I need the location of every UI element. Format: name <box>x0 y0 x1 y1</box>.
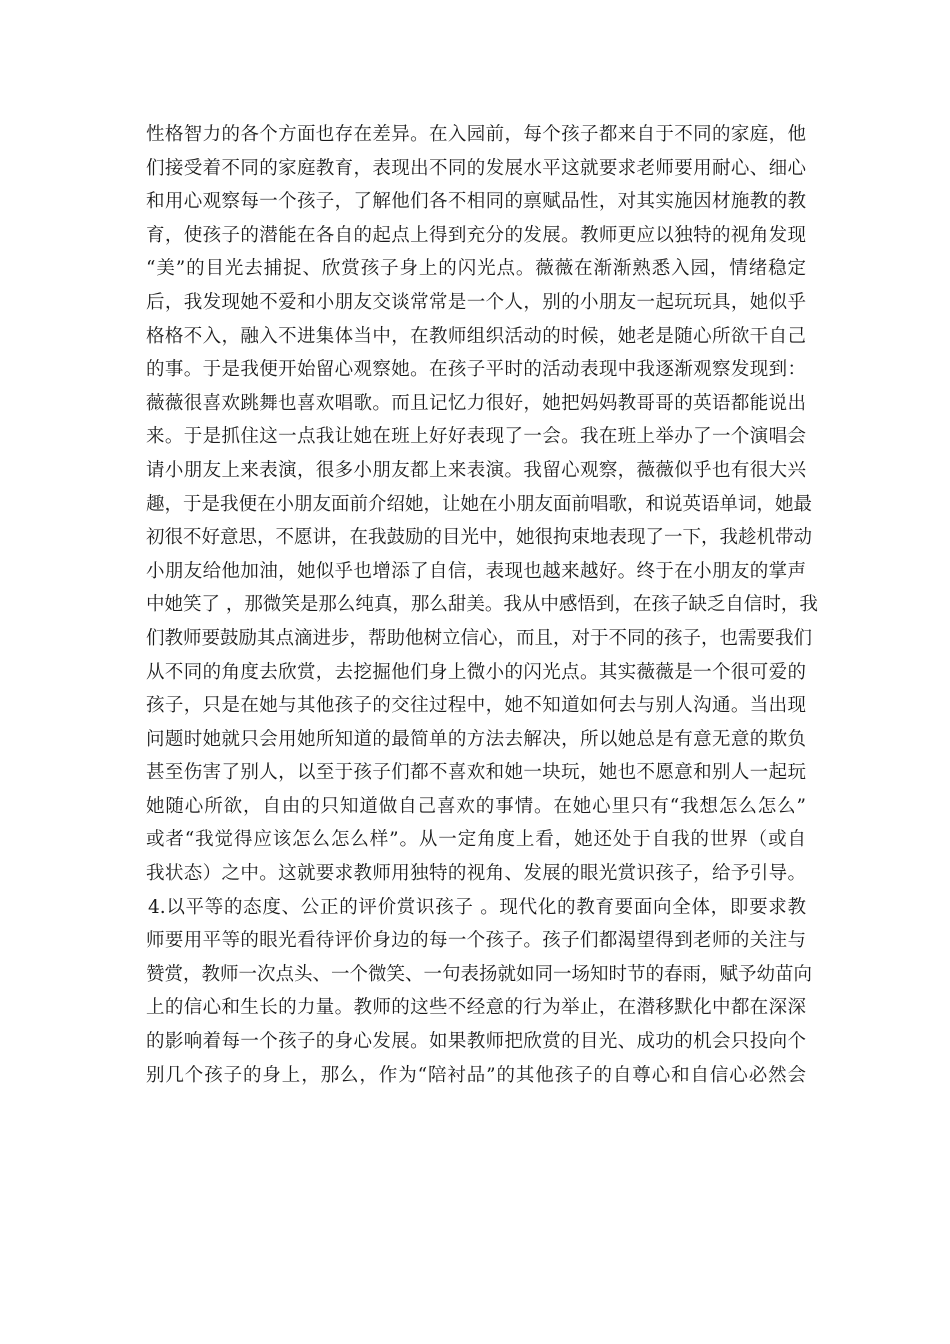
text-line: 我状态）之中。这就要求教师用独特的视角、发展的眼光赏识孩子，给予引导。 <box>146 863 806 885</box>
text-line: 初很不好意思，不愿讲，在我鼓励的目光中，她很拘束地表现了一下，我趁机带动 <box>146 527 813 549</box>
text-line: 薇薇很喜欢跳舞也喜欢唱歌。而且记忆力很好，她把妈妈教哥哥的英语都能说出 <box>146 392 806 414</box>
text-line: 孩子，只是在她与其他孩子的交往过程中，她不知道如何去与别人沟通。当出现 <box>146 695 806 717</box>
text-line: 请小朋友上来表演，很多小朋友都上来表演。我留心观察，薇薇似乎也有很大兴 <box>146 459 806 481</box>
text-line: 和用心观察每一个孩子，了解他们各不相同的禀赋品性，对其实施因材施教的教 <box>146 191 806 213</box>
text-line: 问题时她就只会用她所知道的最简单的方法去解决，所以她总是有意无意的欺负 <box>146 728 806 750</box>
text-line: 们接受着不同的家庭教育，表现出不同的发展水平这就要求老师要用耐心、细心 <box>146 157 806 179</box>
text-line: 性格智力的各个方面也存在差异。在入园前，每个孩子都来自于不同的家庭，他 <box>146 124 806 145</box>
text-line: 或者“我觉得应该怎么怎么样”。从一定角度上看，她还处于自我的世界（或自 <box>146 829 806 851</box>
text-line: 从不同的角度去欣赏，去挖掘他们身上微小的闪光点。其实薇薇是一个很可爱的 <box>146 661 806 683</box>
text-line: 中她笑了 ，那微笑是那么纯真，那么甜美。我从中感悟到，在孩子缺乏自信时，我 <box>146 594 818 616</box>
text-line: 来。于是抓住这一点我让她在班上好好表现了一会。我在班上举办了一个演唱会 <box>146 426 806 448</box>
text-line: 的影响着每一个孩子的身心发展。如果教师把欣赏的目光、成功的机会只投向个 <box>146 1031 806 1053</box>
text-line: 甚至伤害了别人，以至于孩子们都不喜欢和她一块玩，她也不愿意和别人一起玩 <box>146 762 806 784</box>
section-heading-line: 4.以平等的态度、公正的评价赏识孩子 。现代化的教育要面向全体，即要求教 <box>148 896 806 918</box>
text-line: 上的信心和生长的力量。教师的这些不经意的行为举止，在潜移默化中都在深深 <box>146 997 806 1019</box>
text-line: 育，使孩子的潜能在各自的起点上得到充分的发展。教师更应以独特的视角发现 <box>146 224 806 246</box>
text-line: 后，我发现她不爱和小朋友交谈常常是一个人，别的小朋友一起玩玩具，她似乎 <box>146 291 806 313</box>
text-line: 们教师要鼓励其点滴进步，帮助他树立信心，而且，对于不同的孩子，也需要我们 <box>146 627 813 649</box>
text-line: 赞赏，教师一次点头、一个微笑、一句表扬就如同一场知时节的春雨，赋予幼苗向 <box>146 963 813 985</box>
text-line: 别几个孩子的身上，那么，作为“陪衬品”的其他孩子的自尊心和自信心必然会 <box>146 1064 806 1086</box>
text-line: 趣，于是我便在小朋友面前介绍她，让她在小朋友面前唱歌，和说英语单词，她最 <box>146 493 813 515</box>
text-line: 她随心所欲，自由的只知道做自己喜欢的事情。在她心里只有“我想怎么怎么” <box>146 795 806 817</box>
body-text <box>146 118 818 1092</box>
text-line: 格格不入，融入不进集体当中，在教师组织活动的时候，她老是随心所欲干自己 <box>146 325 806 347</box>
text-line: 的事。于是我便开始留心观察她。在孩子平时的活动表现中我逐渐观察发现到： <box>146 359 806 381</box>
text-line: “美”的目光去捕捉、欣赏孩子身上的闪光点。薇薇在渐渐熟悉入园，情绪稳定 <box>146 258 806 280</box>
text-line: 小朋友给他加油，她似乎也增添了自信，表现也越来越好。终于在小朋友的掌声 <box>146 560 806 582</box>
text-line: 师要用平等的眼光看待评价身边的每一个孩子。孩子们都渴望得到老师的关注与 <box>146 930 806 952</box>
